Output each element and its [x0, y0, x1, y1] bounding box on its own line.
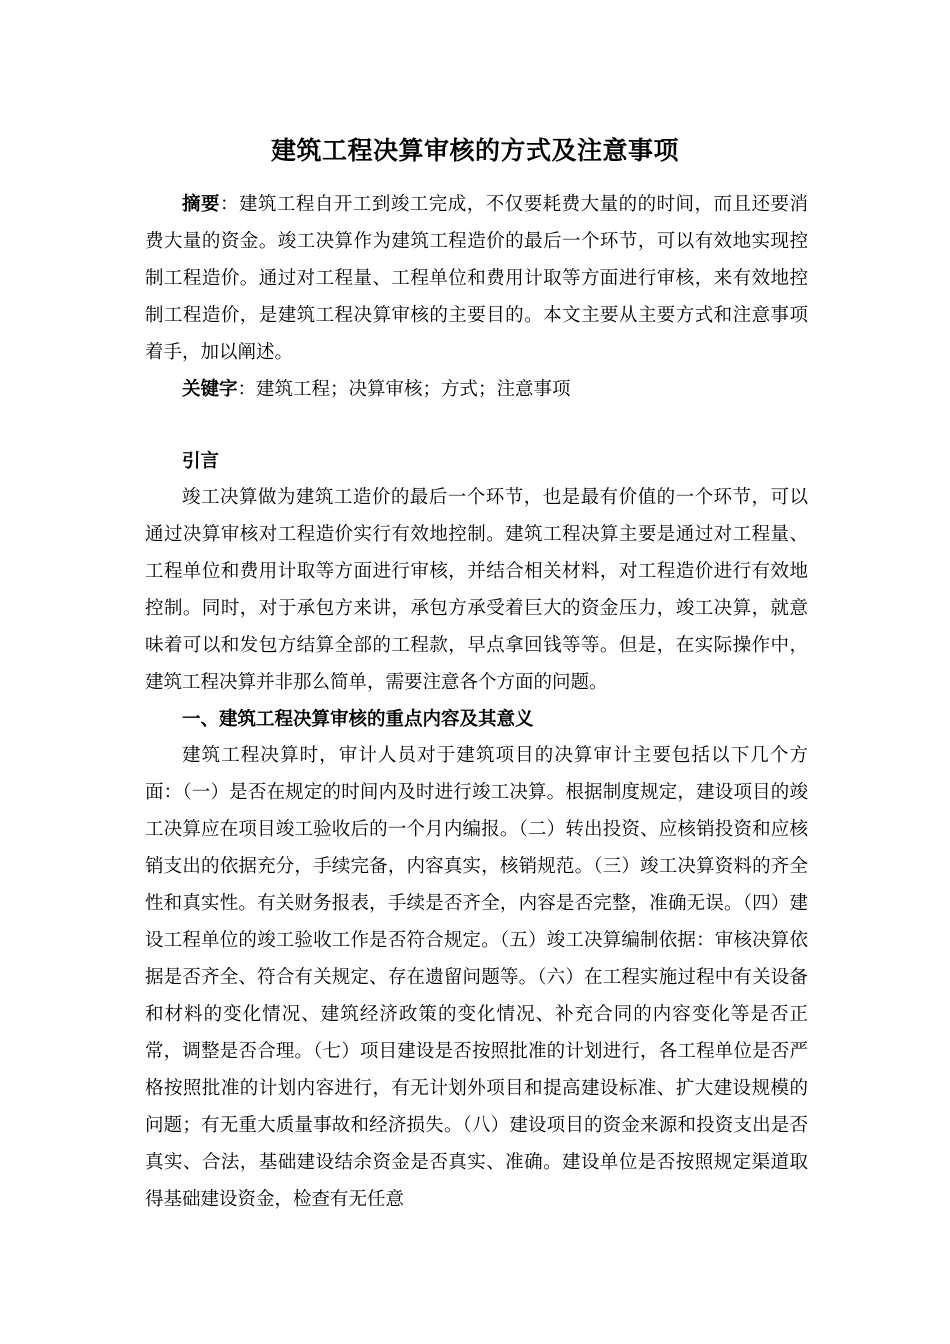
keywords-text: 建筑工程；决算审核；方式；注意事项: [256, 379, 571, 400]
keywords-label: 关键字: [182, 379, 238, 400]
keywords-line: [145, 371, 845, 408]
abstract-separator: ：: [219, 194, 239, 215]
section1-paragraph: 建筑工程决算时，审计人员对于建筑项目的决算审计主要包括以下几个方面：（一）是否在规定的时间内及时进行竣工决算。根据制度规定，建设项目的竣工决算应在项目竣工验收后的一个月内编报。（二）转出投资、应核销投资和应核销支出的依据充分，手续完备，内容真实，核销规范。（三）竣工决算资料的齐全性和真实性。有关财务报表，手续是否齐全，内容是否完整，准确无误。（四）建设工程单位的竣工验收工作是否符合规定。（五）竣工决算编制依据：审核决算依据是否齐全、符合有关规定、存在遗留问题等。（六）在工程实施过程中有关设备和材料的变化情况、建筑经济政策的变化情况、补充合同的内容变化等是否正常，调整是否合理。（七）项目建设是否按照批准的计划进行，各工程单位是否严格按照批准的计划内容进行，有无计划外项目和提高建设标准、扩大建设规模的问题；有无重大质量事故和经济损失。（八）建设项目的资金来源和投资支出是否真实、合法，基础建设结余资金是否真实、准确。建设单位是否按照规定渠道取得基础建设资金，检查有无任意: [145, 745, 808, 1210]
abstract-label: 摘要: [182, 194, 220, 215]
abstract-paragraph: [145, 186, 808, 371]
keywords-separator: ：: [237, 379, 257, 400]
section1-heading: 一、建筑工程决算审核的重点内容及其意义: [182, 709, 534, 730]
document-title: 建筑工程决算审核的方式及注意事项: [270, 136, 679, 165]
intro-paragraph: 竣工决算做为建筑工造价的最后一个环节，也是最有价值的一个环节，可以通过决算审核对工程造价实行有效地控制。建筑工程决算主要是通过对工程量、工程单位和费用计取等方面进行审核，并结合相关材料，对工程造价进行有效地控制。同时，对于承包方来讲，承包方承受着巨大的资金压力，竣工决算，就意味着可以和发包方结算全部的工程款，早点拿回钱等等。但是，在实际操作中，建筑工程决算并非那么简单，需要注意各个方面的问题。: [145, 487, 808, 693]
abstract-text: 建筑工程自开工到竣工完成，不仅要耗费大量的的时间，而且还要消费大量的资金。竣工决算作为建筑工程造价的最后一个环节，可以有效地实现控制工程造价。通过对工程量、工程单位和费用计取等方面进行审核，来有效地控制工程造价，是建筑工程决算审核的主要目的。本文主要从主要方式和注意事项着手，加以阐述。: [145, 194, 808, 363]
intro-heading: 引言: [182, 451, 220, 472]
